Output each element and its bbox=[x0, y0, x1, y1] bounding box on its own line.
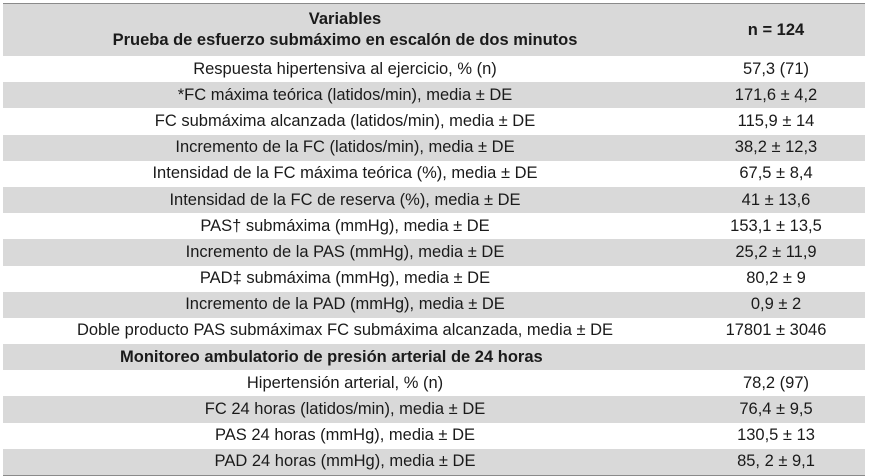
row-value: 57,3 (71) bbox=[742, 59, 810, 78]
row-label: FC submáxima alcanzada (latidos/min), media ± DE bbox=[154, 111, 536, 130]
row-value: 17801 ± 3046 bbox=[725, 321, 827, 340]
row-label: PAS† submáxima (mmHg), media ± DE bbox=[200, 216, 490, 235]
row-label: PAS 24 horas (mmHg), media ± DE bbox=[215, 426, 475, 445]
table-row bbox=[3, 396, 865, 422]
row-value: 67,5 ± 8,4 bbox=[739, 164, 813, 183]
row-value: 85, 2 ± 9,1 bbox=[737, 452, 815, 471]
section-header-ambulatory bbox=[3, 344, 865, 370]
row-label: Incremento de la FC (latidos/min), media ± DE bbox=[175, 138, 515, 157]
row-label: Respuesta hipertensiva al ejercicio, % (n) bbox=[193, 59, 497, 78]
row-value: 76,4 ± 9,5 bbox=[739, 400, 813, 419]
table-header bbox=[3, 4, 865, 56]
table-row bbox=[3, 423, 865, 449]
table-row bbox=[3, 108, 865, 134]
header-title: Variables bbox=[308, 10, 382, 28]
row-value: 41 ± 13,6 bbox=[741, 190, 811, 209]
table-row bbox=[3, 161, 865, 187]
row-label: PAD 24 horas (mmHg), media ± DE bbox=[214, 452, 476, 471]
table-row bbox=[3, 292, 865, 318]
table-row bbox=[3, 56, 865, 82]
row-value: 115,9 ± 14 bbox=[737, 111, 815, 130]
data-table bbox=[3, 3, 865, 476]
row-label: FC 24 horas (latidos/min), media ± DE bbox=[204, 400, 486, 419]
row-value: 25,2 ± 11,9 bbox=[735, 242, 817, 261]
row-value: 153,1 ± 13,5 bbox=[730, 216, 822, 235]
header-sample-size: n = 124 bbox=[747, 20, 805, 39]
row-label: Intensidad de la FC de reserva (%), media ± DE bbox=[169, 190, 521, 209]
section-title-ambulatory: Monitoreo ambulatorio de presión arterial de 24 horas bbox=[120, 347, 543, 366]
table-row bbox=[3, 82, 865, 108]
row-value: 171,6 ± 4,2 bbox=[734, 85, 818, 104]
row-value: 80,2 ± 9 bbox=[746, 269, 806, 288]
row-label: Doble producto PAS submáximax FC submáxima alcanzada, media ± DE bbox=[76, 321, 614, 340]
row-value: 130,5 ± 13 bbox=[737, 426, 815, 445]
table-row bbox=[3, 135, 865, 161]
table-row bbox=[3, 239, 865, 265]
table-row bbox=[3, 318, 865, 344]
row-label: Intensidad de la FC máxima teórica (%), media ± DE bbox=[152, 164, 538, 183]
table-row bbox=[3, 449, 865, 475]
table-row bbox=[3, 370, 865, 396]
table-row bbox=[3, 213, 865, 239]
row-label: PAD‡ submáxima (mmHg), media ± DE bbox=[199, 269, 491, 288]
row-value: 0,9 ± 2 bbox=[750, 295, 802, 314]
row-value: 78,2 (97) bbox=[742, 373, 810, 392]
section-title-exercise-test: Prueba de esfuerzo submáximo en escalón de dos minutos bbox=[112, 31, 578, 49]
row-value: 38,2 ± 12,3 bbox=[734, 138, 818, 157]
header-variables bbox=[3, 9, 687, 51]
row-label: Incremento de la PAS (mmHg), media ± DE bbox=[185, 242, 505, 261]
row-label: Incremento de la PAD (mmHg), media ± DE bbox=[185, 295, 505, 314]
row-label: *FC máxima teórica (latidos/min), media ± DE bbox=[177, 85, 513, 104]
row-label: Hipertensión arterial, % (n) bbox=[246, 373, 444, 392]
table-row bbox=[3, 187, 865, 213]
table-row bbox=[3, 266, 865, 292]
